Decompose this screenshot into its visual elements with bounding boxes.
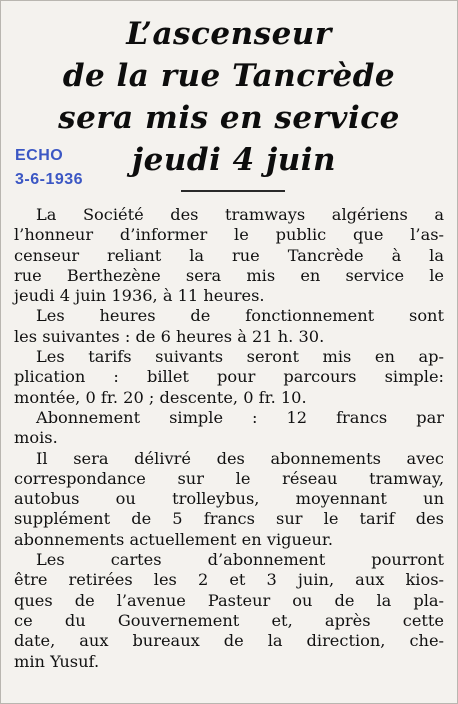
body-line: correspondance sur le réseau tramway, [14,468,444,488]
article-body [14,205,444,672]
source-stamp-date: 3-6-1936 [15,171,84,188]
body-line: ques de l’avenue Pasteur ou de la pla- [14,590,444,610]
body-line: date, aux bureaux de la direction, che- [14,631,444,651]
body-line: ce du Gouvernement et, après cette [14,610,444,630]
body-line: mois. [14,428,58,448]
body-line: Les tarifs suivants seront mis en ap- [36,347,444,367]
source-stamp-title: ECHO [15,147,64,164]
headline-divider [181,190,285,192]
headline-line-4: jeudi 4 juin [131,142,337,178]
body-line: montée, 0 fr. 20 ; descente, 0 fr. 10. [14,387,307,407]
headline-line-2: de la rue Tancrède [62,58,396,94]
body-line: Il sera délivré des abonnements avec [36,448,444,468]
body-line: plication : billet pour parcours simple: [14,367,444,387]
body-line: abonnements actuellement en vigueur. [14,529,334,549]
body-line: Abonnement simple : 12 francs par [36,407,444,427]
body-line: rue Berthezène sera mis en service le [14,265,444,285]
body-line: autobus ou trolleybus, moyennant un [14,489,444,509]
headline-line-3: sera mis en service [58,100,400,136]
body-line: La Société des tramways algériens a [36,205,444,224]
body-line: min Yusuf. [14,651,100,671]
body-line: être retirées les 2 et 3 juin, aux kios- [14,570,444,590]
body-line: supplément de 5 francs sur le tarif des [14,509,444,529]
body-line: jeudi 4 juin 1936, à 11 heures. [14,286,265,306]
body-line: Les heures de fonctionnement sont [36,306,444,326]
body-line: censeur reliant la rue Tancrède à la [14,245,444,265]
body-line: Les cartes d’abonnement pourront [36,550,444,570]
body-line: les suivantes : de 6 heures à 21 h. 30. [14,326,325,346]
body-line: l’honneur d’informer le public que l’as- [14,225,444,245]
headline-line-1: L’ascenseur [126,16,332,52]
